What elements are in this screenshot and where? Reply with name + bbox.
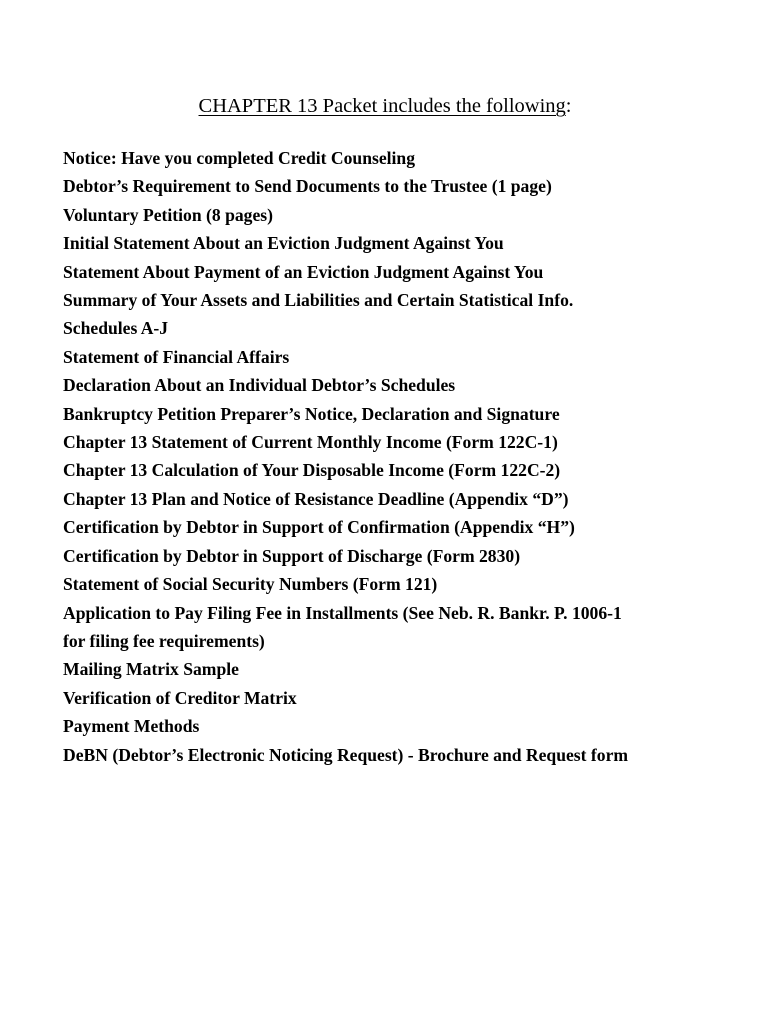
page-title-colon: : [565,95,572,117]
list-item: Notice: Have you completed Credit Counseling [63,148,416,168]
list-item: Application to Pay Filing Fee in Installments (See Neb. R. Bankr. P. 1006-1 [63,602,622,623]
list-item-continuation: for filing fee requirements) [63,630,265,651]
list-item: Verification of Creditor Matrix [63,687,297,708]
list-item: Voluntary Petition (8 pages) [63,204,273,225]
list-item: DeBN (Debtor’s Electronic Noticing Request) - Brochure and Request form [63,744,629,765]
list-item: Certification by Debtor in Support of Confirmation (Appendix “H”) [63,517,575,538]
list-item: Chapter 13 Calculation of Your Disposable Income (Form 122C-2) [63,460,561,481]
list-item: Initial Statement About an Eviction Judgment Against You [63,233,504,254]
list-item: Debtor’s Requirement to Send Documents to the Trustee (1 page) [63,176,552,197]
list-item: Chapter 13 Plan and Notice of Resistance Deadline (Appendix “D”) [63,488,569,509]
list-item: Summary of Your Assets and Liabilities and Certain Statistical Info. [63,290,574,311]
list-item: Schedules A-J [63,318,169,339]
list-item: Statement of Social Security Numbers (Form 121) [63,574,438,595]
list-item: Certification by Debtor in Support of Discharge (Form 2830) [63,545,521,566]
list-item: Payment Methods [63,716,200,737]
list-item: Declaration About an Individual Debtor’s Schedules [63,375,456,396]
list-item: Chapter 13 Statement of Current Monthly Income (Form 122C-1) [63,432,558,453]
page-title-text: CHAPTER 13 Packet includes the following [198,95,566,117]
list-item: Statement About Payment of an Eviction Judgment Against You [63,261,544,282]
list-item: Statement of Financial Affairs [63,346,290,367]
list-item: Mailing Matrix Sample [63,659,239,680]
packet-contents-list [63,144,743,769]
list-item: Bankruptcy Petition Preparer’s Notice, Declaration and Signature [63,403,560,424]
page-title [0,92,770,120]
